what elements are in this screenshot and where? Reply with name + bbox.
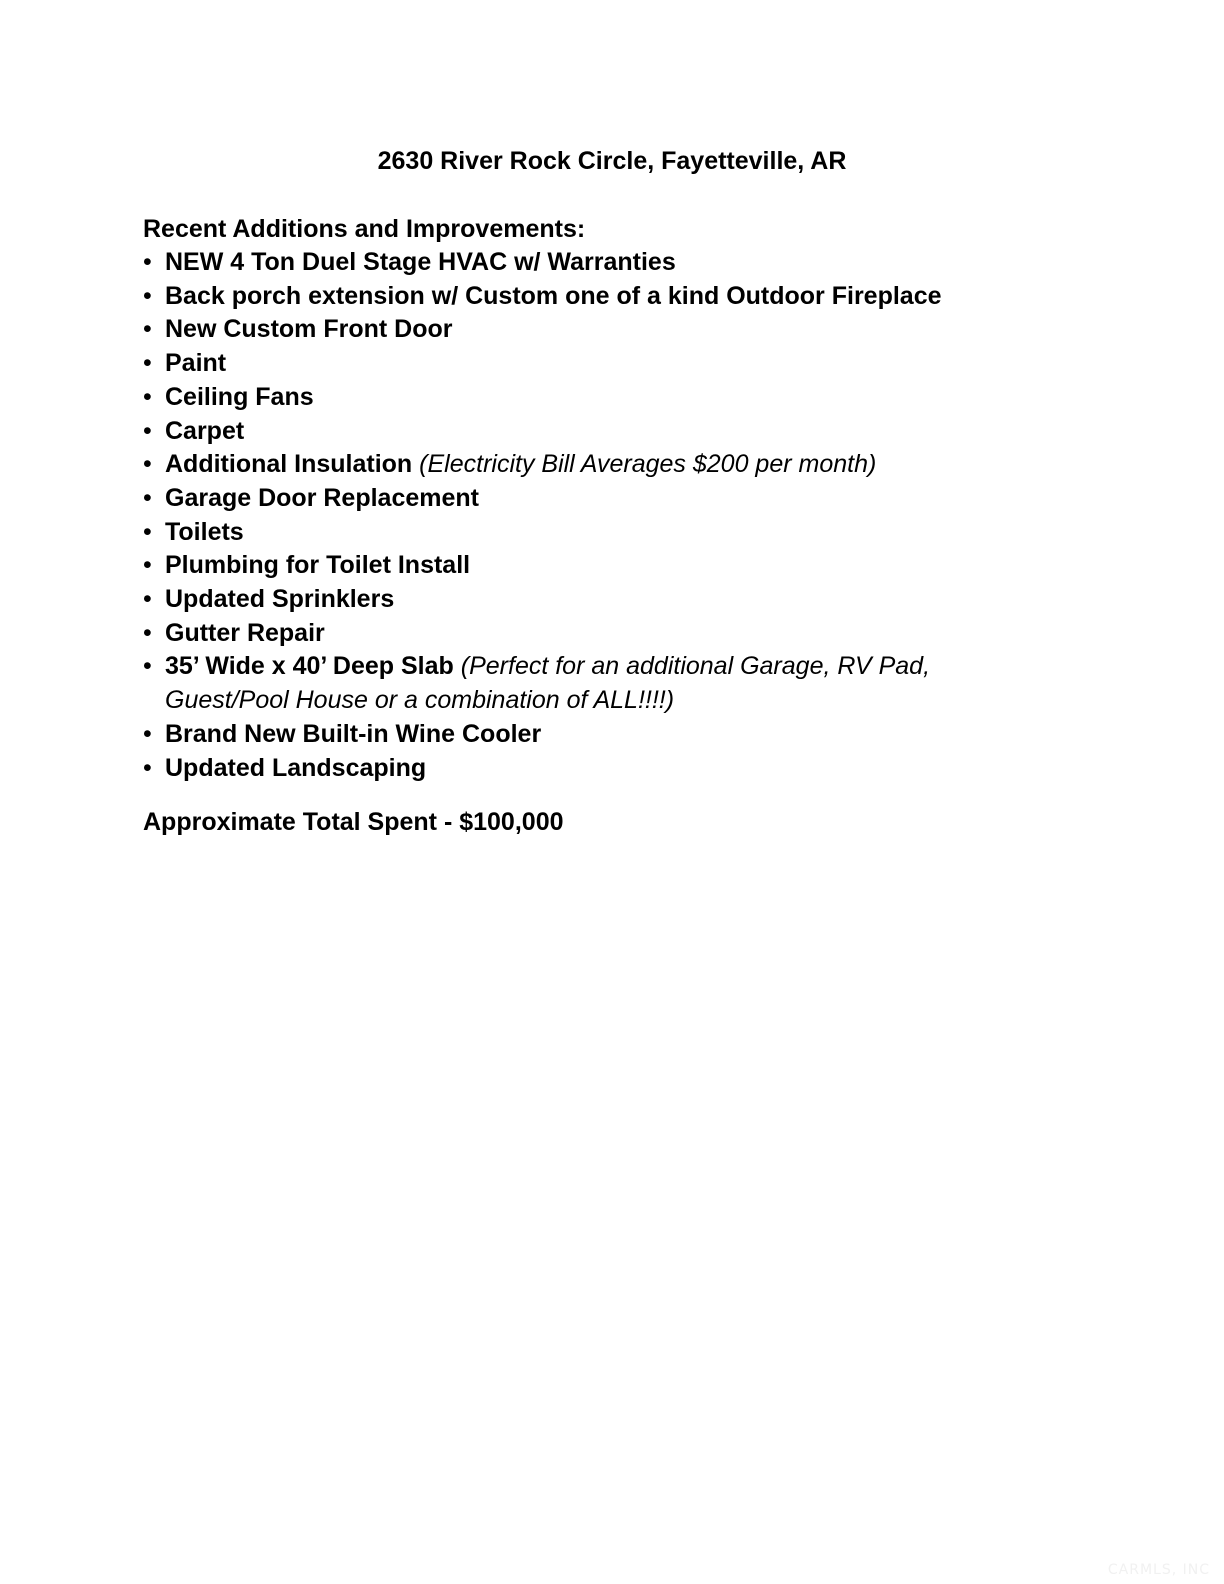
list-item	[143, 280, 1043, 314]
bullet-icon: •	[143, 349, 152, 378]
total-spent: Approximate Total Spent - $100,000	[143, 808, 564, 837]
item-label: Updated Sprinklers	[165, 585, 395, 614]
list-item	[143, 752, 1043, 786]
item-label: Paint	[165, 349, 227, 378]
list-item	[143, 347, 1043, 381]
item-label: Toilets	[165, 517, 244, 546]
bullet-icon: •	[143, 517, 152, 546]
list-item	[143, 583, 1043, 617]
bullet-icon: •	[143, 585, 152, 614]
item-label: Plumbing for Toilet Install	[165, 551, 471, 580]
list-item	[143, 246, 1043, 280]
bullet-icon: •	[143, 551, 152, 580]
bullet-icon: •	[143, 483, 152, 512]
bullet-icon: •	[143, 382, 152, 411]
item-label: Updated Landscaping	[165, 753, 427, 782]
watermark: CARMLS, INC	[1107, 1562, 1210, 1578]
bullet-icon: •	[143, 315, 152, 344]
list-item	[143, 482, 1043, 516]
bullet-icon: •	[143, 753, 152, 782]
list-item	[143, 415, 1043, 449]
item-label: NEW 4 Ton Duel Stage HVAC w/ Warranties	[165, 248, 676, 276]
bullet-icon: •	[143, 450, 152, 479]
list-item	[143, 650, 1043, 717]
improvements-list	[143, 246, 1043, 785]
document-content	[143, 212, 1043, 837]
item-note: (Perfect for an additional Garage, RV Pad, Guest/Pool House or a combination of ALL!!!!)	[165, 652, 931, 715]
list-item	[143, 381, 1043, 415]
bullet-icon: •	[143, 618, 152, 647]
bullet-icon: •	[143, 652, 152, 681]
bullet-icon: •	[143, 416, 152, 445]
bullet-icon: •	[143, 248, 152, 276]
document-title: 2630 River Rock Circle, Fayetteville, AR	[377, 147, 847, 175]
item-label: Gutter Repair	[165, 618, 325, 647]
list-item	[143, 448, 1043, 482]
item-label: Additional Insulation	[165, 450, 413, 479]
item-label: Garage Door Replacement	[165, 483, 479, 512]
list-item	[143, 313, 1043, 347]
item-label: Back porch extension w/ Custom one of a kind Outdoor Fireplace	[165, 281, 942, 310]
item-label: Carpet	[165, 416, 245, 445]
list-item	[143, 617, 1043, 651]
item-note: (Electricity Bill Averages $200 per month)	[419, 450, 877, 479]
list-item	[143, 549, 1043, 583]
bullet-icon: •	[143, 719, 152, 748]
list-item	[143, 516, 1043, 550]
improvements-heading: Recent Additions and Improvements:	[143, 215, 586, 243]
item-label: Brand New Built-in Wine Cooler	[165, 719, 542, 748]
bullet-icon: •	[143, 281, 152, 310]
item-label: New Custom Front Door	[165, 315, 453, 344]
item-label: Ceiling Fans	[165, 382, 314, 411]
list-item	[143, 718, 1043, 752]
item-label: 35’ Wide x 40’ Deep Slab	[165, 652, 454, 681]
